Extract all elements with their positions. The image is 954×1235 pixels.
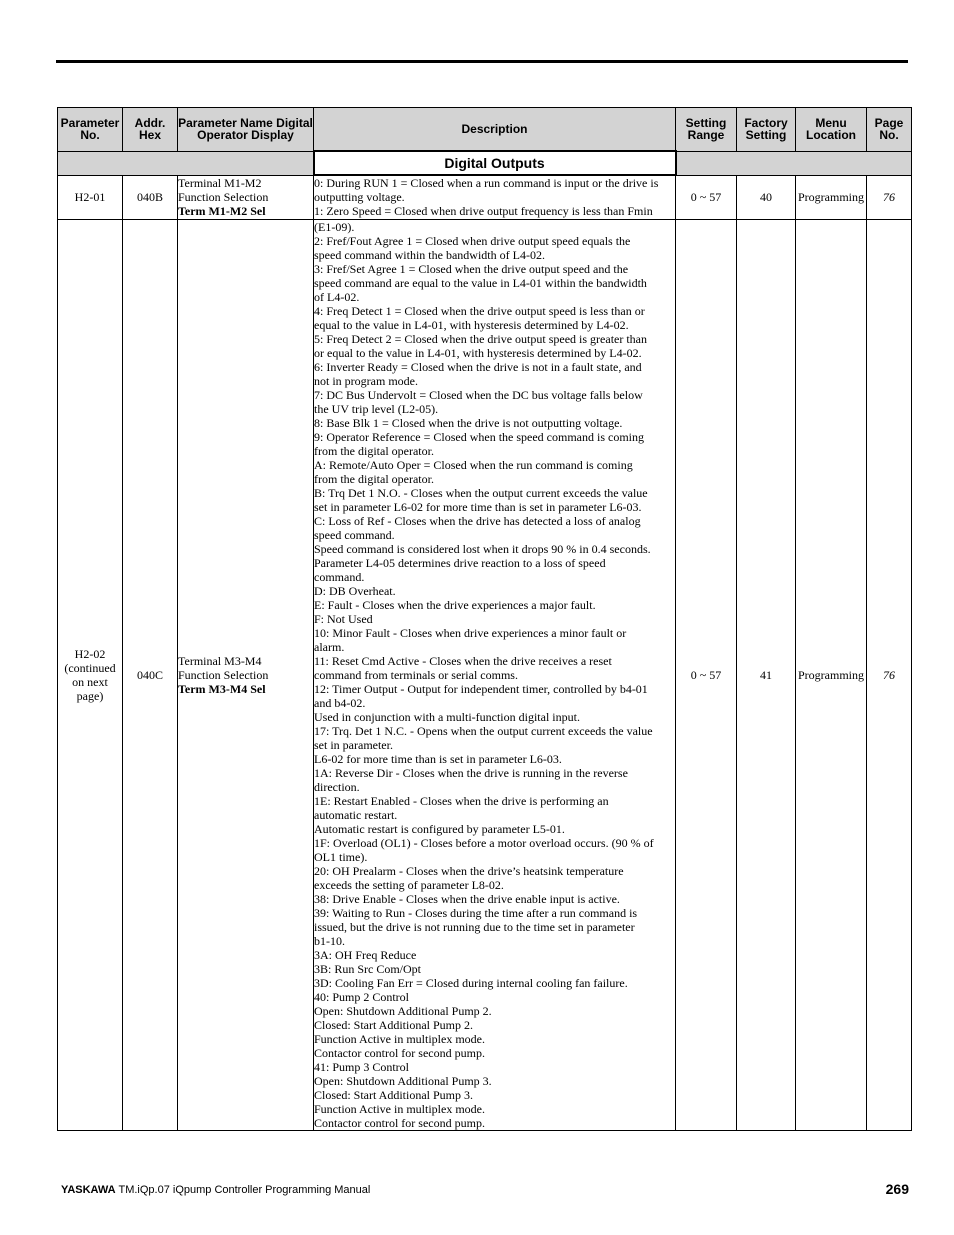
description-line: 3D: Cooling Fan Err = Closed during internal cooling fan failure. — [314, 976, 628, 990]
setting-range: 0 ~ 57 — [676, 175, 737, 220]
footer-manual — [61, 1184, 370, 1196]
description-line: speed command. — [314, 528, 395, 542]
footer-page-number: 269 — [885, 1181, 909, 1197]
param-name-line: Function Selection — [178, 190, 269, 205]
header-factory-setting: Factory Setting — [737, 108, 796, 152]
section-right-fill — [676, 151, 912, 175]
table-row — [58, 220, 912, 1131]
description-cell — [314, 220, 676, 1131]
description-line: and b4-02. — [314, 696, 366, 710]
header-parameter-name: Parameter Name Digital Operator Display — [178, 108, 314, 152]
description-line: Open: Shutdown Additional Pump 3. — [314, 1074, 492, 1088]
description-line: 3B: Run Src Com/Opt — [314, 962, 422, 976]
param-name-cell — [178, 175, 314, 220]
description-line: 38: Drive Enable - Closes when the drive enable input is active. — [314, 892, 620, 906]
description-line: direction. — [314, 780, 360, 794]
description-line: 40: Pump 2 Control — [314, 990, 410, 1004]
param-no: H2-01 — [58, 175, 123, 220]
section-title: Digital Outputs — [314, 151, 676, 175]
description-line: outputting voltage. — [314, 190, 405, 204]
description-line: speed command within the bandwidth of L4-02. — [314, 248, 545, 262]
description-line: alarm. — [314, 640, 345, 654]
top-rule — [56, 60, 908, 63]
description-line: 1F: Overload (OL1) - Closes before a motor overload occurs. (90 % of — [314, 836, 654, 850]
description-line: E: Fault - Closes when the drive experiences a major fault. — [314, 598, 596, 612]
description-line: command from terminals or serial comms. — [314, 668, 518, 682]
header-setting-range: Setting Range — [676, 108, 737, 152]
description-line: equal to the value in L4-01, with hysteresis determined by L4-02. — [314, 318, 629, 332]
description-line: 8: Base Blk 1 = Closed when the drive is not outputting voltage. — [314, 416, 623, 430]
description-line: 10: Minor Fault - Closes when drive experiences a minor fault or — [314, 626, 627, 640]
footer-brand: YASKAWA — [61, 1184, 116, 1196]
description-cell — [314, 175, 676, 220]
param-name-line: Terminal M1-M2 — [178, 176, 262, 191]
description-line: 20: OH Prealarm - Closes when the drive’s heatsink temperature — [314, 864, 624, 878]
header-description: Description — [314, 108, 676, 152]
param-name-cell — [178, 220, 314, 1131]
description-line: 9: Operator Reference = Closed when the speed command is coming — [314, 430, 644, 444]
description-line: command. — [314, 570, 365, 584]
section-row — [58, 151, 912, 175]
page-no: 76 — [867, 175, 912, 220]
addr-hex: 040C — [123, 220, 178, 1131]
description-line: 17: Trq. Det 1 N.C. - Opens when the output current exceeds the value — [314, 724, 653, 738]
description-line: 1: Zero Speed = Closed when drive output frequency is less than Fmin — [314, 204, 653, 218]
description-line: 1E: Restart Enabled - Closes when the drive is performing an — [314, 794, 609, 808]
table-header-row — [58, 108, 912, 152]
description-line: of L4-02. — [314, 290, 360, 304]
parameter-table — [57, 107, 912, 1131]
description-line: OL1 time). — [314, 850, 368, 864]
description-line: 11: Reset Cmd Active - Closes when the drive receives a reset — [314, 654, 612, 668]
description-line: F: Not Used — [314, 612, 373, 626]
description-line: from the digital operator. — [314, 472, 434, 486]
description-line: 12: Timer Output - Output for independent timer, controlled by b4-01 — [314, 682, 648, 696]
description-line: Function Active in multiplex mode. — [314, 1032, 485, 1046]
description-line: 2: Fref/Fout Agree 1 = Closed when drive output speed equals the — [314, 234, 631, 248]
setting-range: 0 ~ 57 — [676, 220, 737, 1131]
table-row — [58, 175, 912, 220]
description-line: issued, but the drive is not running due to the time set in parameter — [314, 920, 635, 934]
description-line: Function Active in multiplex mode. — [314, 1102, 485, 1116]
description-line: not in program mode. — [314, 374, 418, 388]
addr-hex: 040B — [123, 175, 178, 220]
description-line: set in parameter. — [314, 738, 393, 752]
footer-manual-title: TM.iQp.07 iQpump Controller Programming Manual — [118, 1184, 371, 1196]
description-line: Speed command is considered lost when it drops 90 % in 0.4 seconds. — [314, 542, 651, 556]
description-line: D: DB Overheat. — [314, 584, 396, 598]
description-line: 5: Freq Detect 2 = Closed when the drive output speed is greater than — [314, 332, 648, 346]
header-menu-location: Menu Location — [796, 108, 867, 152]
description-line: 0: During RUN 1 = Closed when a run command is input or the drive is — [314, 176, 659, 190]
description-line: 4: Freq Detect 1 = Closed when the drive output speed is less than or — [314, 304, 645, 318]
operator-display: Term M3-M4 Sel — [178, 682, 266, 696]
description-line: 3: Fref/Set Agree 1 = Closed when the drive output speed and the — [314, 262, 629, 276]
description-line: B: Trq Det 1 N.O. - Closes when the output current exceeds the value — [314, 486, 648, 500]
menu-location: Programming — [796, 220, 867, 1131]
description-line: 7: DC Bus Undervolt = Closed when the DC bus voltage falls below — [314, 388, 643, 402]
description-line: 1A: Reverse Dir - Closes when the drive is running in the reverse — [314, 766, 628, 780]
description-line: speed command are equal to the value in L4-01 within the bandwidth — [314, 276, 647, 290]
description-line: C: Loss of Ref - Closes when the drive has detected a loss of analog — [314, 514, 641, 528]
description-line: Open: Shutdown Additional Pump 2. — [314, 1004, 492, 1018]
header-page-no: Page No. — [867, 108, 912, 152]
description-line: A: Remote/Auto Oper = Closed when the run command is coming — [314, 458, 633, 472]
header-addr-hex: Addr. Hex — [123, 108, 178, 152]
operator-display: Term M1-M2 Sel — [178, 204, 266, 219]
param-name-line: Function Selection — [178, 668, 269, 682]
description-line: exceeds the setting of parameter L8-02. — [314, 878, 504, 892]
description-line: 39: Waiting to Run - Closes during the time after a run command is — [314, 906, 638, 920]
description-line: the UV trip level (L2-05). — [314, 402, 439, 416]
factory-setting: 41 — [737, 220, 796, 1131]
description-line: Closed: Start Additional Pump 2. — [314, 1018, 474, 1032]
description-line: 41: Pump 3 Control — [314, 1060, 410, 1074]
description-line: (E1-09). — [314, 220, 355, 234]
description-line: Contactor control for second pump. — [314, 1116, 485, 1130]
header-parameter-no: Parameter No. — [58, 108, 123, 152]
description-line: 6: Inverter Ready = Closed when the drive is not in a fault state, and — [314, 360, 642, 374]
description-line: Parameter L4-05 determines drive reaction to a loss of speed — [314, 556, 606, 570]
description-line: 3A: OH Freq Reduce — [314, 948, 417, 962]
factory-setting: 40 — [737, 175, 796, 220]
description-line: from the digital operator. — [314, 444, 434, 458]
description-line: L6-02 for more time than is set in parameter L6-03. — [314, 752, 562, 766]
description-line: or equal to the value in L4-01, with hysteresis determined by L4-02. — [314, 346, 642, 360]
description-line: Automatic restart is configured by parameter L5-01. — [314, 822, 565, 836]
page-no: 76 — [867, 220, 912, 1131]
description-line: Closed: Start Additional Pump 3. — [314, 1088, 474, 1102]
param-no: H2-02 (continued on next page) — [58, 220, 123, 1131]
param-name-line: Terminal M3-M4 — [178, 654, 262, 668]
section-left-fill — [58, 151, 314, 175]
description-line: set in parameter L6-02 for more time than is set in parameter L6-03. — [314, 500, 642, 514]
description-line: b1-10. — [314, 934, 345, 948]
menu-location: Programming — [796, 175, 867, 220]
description-line: Contactor control for second pump. — [314, 1046, 485, 1060]
description-line: automatic restart. — [314, 808, 398, 822]
description-line: Used in conjunction with a multi-function digital input. — [314, 710, 580, 724]
